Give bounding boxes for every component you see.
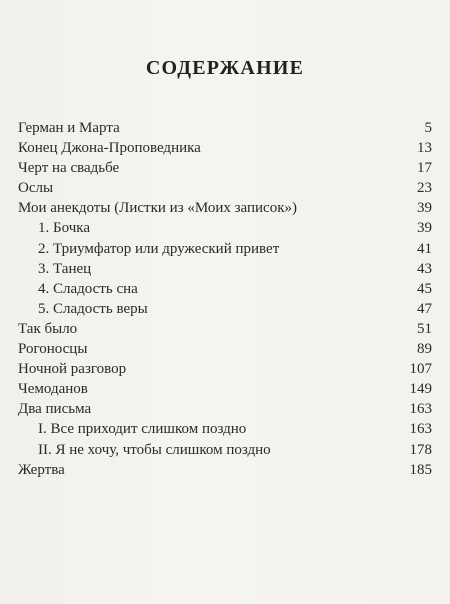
toc-entry — [18, 198, 432, 218]
page-title: СОДЕРЖАНИЕ — [145, 57, 305, 79]
toc-entry-title: 4. Сладость сна — [38, 280, 138, 297]
toc-entry-title: Чемоданов — [18, 381, 88, 398]
toc-entry-title: II. Я не хочу, чтобы слишком поздно — [38, 441, 271, 458]
dot-leader — [141, 292, 414, 293]
toc-subentry — [18, 299, 432, 319]
toc-entry — [18, 379, 432, 399]
toc-subentry — [18, 419, 432, 439]
toc-page-number: 13 — [417, 140, 432, 157]
toc-page-number: 47 — [417, 300, 432, 317]
table-of-contents — [18, 118, 432, 480]
toc-entry — [18, 399, 432, 419]
toc-entry — [18, 359, 432, 379]
toc-entry-title: 1. Бочка — [38, 220, 90, 237]
toc-entry-title: Ночной разговор — [18, 361, 127, 378]
toc-page-number: 5 — [424, 120, 432, 136]
toc-page-number: 149 — [409, 381, 432, 398]
toc-page-number: 17 — [417, 160, 432, 177]
toc-page-number: 163 — [409, 401, 432, 418]
toc-entry — [18, 158, 432, 178]
toc-entry — [18, 319, 432, 339]
dot-leader — [282, 252, 414, 253]
toc-entry-title: Ослы — [18, 180, 54, 197]
toc-subentry — [18, 239, 432, 259]
dot-leader — [90, 352, 414, 353]
toc-entry-title: Мои анекдоты (Листки из «Моих записок») — [18, 200, 297, 217]
toc-entry — [18, 460, 432, 480]
toc-page-number: 51 — [417, 320, 432, 337]
dot-leader — [80, 332, 414, 333]
toc-entry-title: Жертва — [18, 461, 65, 478]
dot-leader — [94, 272, 414, 273]
dot-leader — [151, 312, 414, 313]
toc-entry — [18, 118, 432, 138]
dot-leader — [204, 151, 414, 152]
toc-page-number: 45 — [417, 280, 432, 297]
toc-entry-title: I. Все приходит слишком поздно — [38, 421, 247, 438]
toc-page-number: 41 — [417, 240, 432, 257]
toc-entry-title: Два письма — [18, 401, 92, 418]
toc-page-number: 107 — [409, 361, 432, 378]
dot-leader — [91, 392, 407, 393]
toc-page-number: 39 — [417, 220, 432, 237]
dot-leader — [274, 453, 407, 454]
toc-entry-title: Рогоносцы — [18, 341, 88, 358]
toc-page-number: 163 — [409, 421, 432, 438]
toc-subentry — [18, 218, 432, 238]
dot-leader — [122, 171, 414, 172]
toc-page-number: 89 — [417, 341, 432, 358]
toc-page-number: 185 — [409, 461, 432, 478]
dot-leader — [93, 231, 414, 232]
toc-subentry — [18, 279, 432, 299]
toc-page-number: 178 — [409, 441, 432, 458]
toc-entry — [18, 339, 432, 359]
toc-entry-title: Так было — [18, 320, 78, 337]
toc-entry-title: Конец Джона-Проповедника — [18, 140, 201, 157]
toc-subentry — [18, 259, 432, 279]
toc-subentry — [18, 440, 432, 460]
toc-page-number: 23 — [417, 180, 432, 197]
toc-entry-title: 2. Триумфатор или дружеский привет — [38, 240, 280, 257]
dot-leader — [129, 372, 406, 373]
dot-leader — [94, 412, 406, 413]
toc-entry-title: 3. Танец — [38, 260, 92, 277]
toc-entry-title: 5. Сладость веры — [38, 300, 148, 317]
toc-entry — [18, 138, 432, 158]
toc-entry-title: Герман и Марта — [18, 120, 120, 136]
dot-leader — [56, 191, 414, 192]
dot-leader — [123, 131, 422, 132]
dot-leader — [300, 211, 414, 212]
toc-page-number: 39 — [417, 200, 432, 217]
toc-page-number: 43 — [417, 260, 432, 277]
toc-entry-title: Черт на свадьбе — [18, 160, 120, 177]
dot-leader — [249, 432, 406, 433]
dot-leader — [68, 473, 407, 474]
toc-entry — [18, 178, 432, 198]
